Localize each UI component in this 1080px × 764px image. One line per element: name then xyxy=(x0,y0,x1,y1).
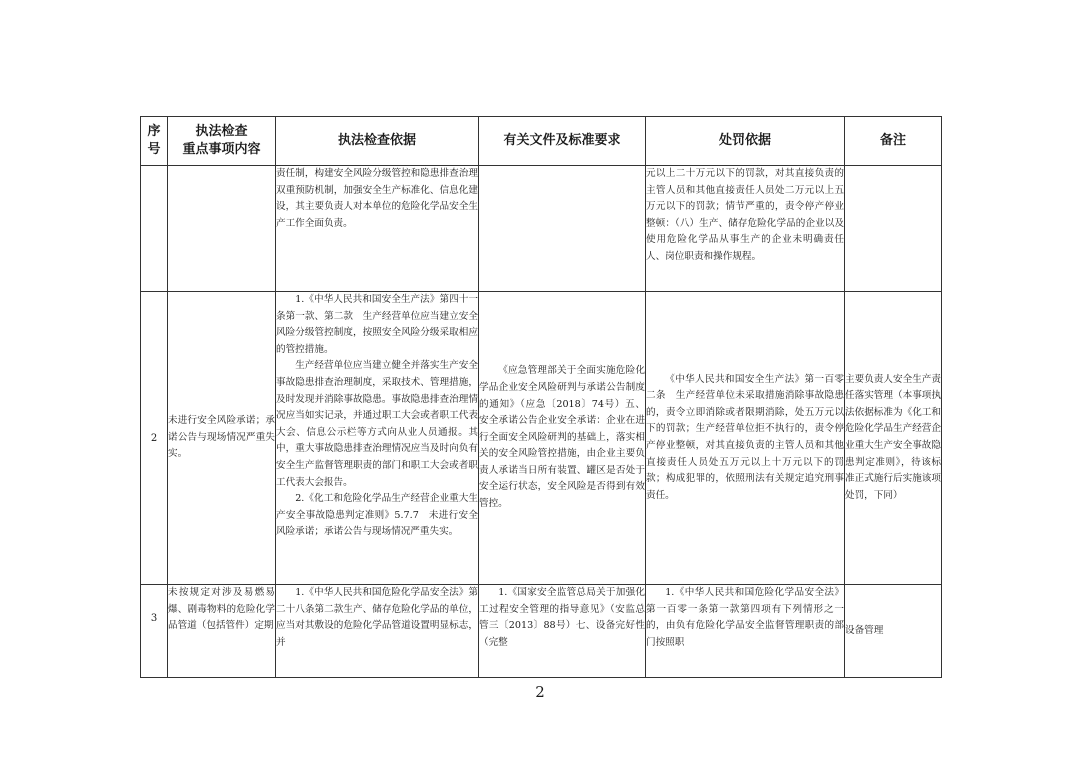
header-seq-line-1: 序 xyxy=(147,124,161,139)
inspection-table xyxy=(140,116,942,678)
row-basis xyxy=(276,585,479,678)
header-basis: 执法检查依据 xyxy=(276,117,479,166)
header-remark: 备注 xyxy=(845,117,942,166)
header-seq-line-2: 号 xyxy=(147,142,161,157)
row-item-text: 未按规定对涉及易燃易爆、剧毒物料的危险化学品管道（包括管件）定期 xyxy=(168,587,275,632)
header-item xyxy=(168,117,276,166)
header-penalty: 处罚依据 xyxy=(646,117,845,166)
row-item xyxy=(168,166,276,292)
row-penalty-paragraph: 元以上二十万元以下的罚款，对其直接负责的主管人员和其他直接责任人员处二万元以上五万元以下的罚款；情节严重的，责令停产停业整顿：（八）生产、储存危险化学品的企业以及使用危险化学品从事生产的企业未明确责任人、岗位职责和操作规程。 xyxy=(646,168,844,262)
header-seq xyxy=(141,117,168,166)
page-number: 2 xyxy=(535,683,545,701)
header-item-line-2: 重点事项内容 xyxy=(182,142,261,157)
row-basis xyxy=(276,292,479,585)
table-row xyxy=(141,292,942,585)
row-basis xyxy=(276,166,479,292)
row-seq: 2 xyxy=(141,292,168,585)
row-basis-paragraph: 责任制，构建安全风险分级管控和隐患排查治理双重预防机制，加强安全生产标准化、信息化建设，其主要负责人对本单位的危险化学品安全生产工作全面负责。 xyxy=(276,168,478,229)
row-documents-paragraph: 1.《国家安全监管总局关于加强化工过程安全管理的指导意见》（安监总管三〔2013〕88号）七、设备完好性（完整 xyxy=(479,587,645,648)
row-penalty xyxy=(646,292,845,585)
row-basis-paragraph: 1.《中华人民共和国安全生产法》第四十一条第一款、第二款 生产经营单位应当建立安全风险分级管控制度，按照安全风险分级采取相应的管控措施。 xyxy=(276,294,478,355)
row-basis-paragraph: 生产经营单位应当建立健全并落实生产安全事故隐患排查治理制度，采取技术、管理措施，及时发现并消除事故隐患。事故隐患排查治理情况应当如实记录，并通过职工大会或者职工代表大会、信息公示栏等方式向从业人员通报。其中，重大事故隐患排查治理情况应当及时向负有安全生产监督管理职责的部门和职工大会或者职工代表大会报告。 xyxy=(276,360,478,488)
table-row xyxy=(141,166,942,292)
header-documents: 有关文件及标准要求 xyxy=(479,117,646,166)
row-documents xyxy=(479,166,646,292)
row-penalty-paragraph: 1.《中华人民共和国危险化学品安全法》第一百零一条第一款第四项有下列情形之一的，由负有危险化学品安全监督管理职责的部门按照职 xyxy=(646,587,844,648)
row-penalty xyxy=(646,585,845,678)
row-seq xyxy=(141,166,168,292)
header-item-line-1: 执法检查 xyxy=(195,124,248,139)
row-penalty xyxy=(646,166,845,292)
table-header-row xyxy=(141,117,942,166)
row-item xyxy=(168,585,276,678)
table-row xyxy=(141,585,942,678)
row-remark: 设备管理 xyxy=(845,585,942,678)
row-basis-paragraph: 2.《化工和危险化学品生产经营企业重大生产安全事故隐患判定准则》5.7.7 未进行安全风险承诺；承诺公告与现场情况严重失实。 xyxy=(276,493,478,538)
row-remark: 主要负责人安全生产责任落实管理（本事项执法依据标准为《化工和危险化学品生产经营企业重大生产安全事故隐患判定准则》，待该标准正式施行后实施该项处罚，下同） xyxy=(845,292,942,585)
row-seq: 3 xyxy=(141,585,168,678)
row-documents xyxy=(479,292,646,585)
row-documents-paragraph: 《应急管理部关于全面实施危险化学品企业安全风险研判与承诺公告制度的通知》（应急〔2018〕74号）五、安全承诺公告企业安全承诺：企业在进行全面安全风险研判的基础上，落实相关的安全风险管控措施，由企业主要负责人承诺当日所有装置、罐区是否处于安全运行状态，安全风险是否得到有效管控。 xyxy=(479,365,645,510)
row-documents xyxy=(479,585,646,678)
row-penalty-paragraph: 《中华人民共和国安全生产法》第一百零二条 生产经营单位未采取措施消除事故隐患的，责令立即消除或者限期消除，处五万元以下的罚款；生产经营单位拒不执行的，责令停产停业整顿，对其直接负责的主管人员和其他直接责任人员处五万元以上十万元以下的罚款；构成犯罪的，依照刑法有关规定追究刑事责任。 xyxy=(646,373,844,501)
row-remark xyxy=(845,166,942,292)
row-item: 未进行安全风险承诺；承诺公告与现场情况严重失实。 xyxy=(168,292,276,585)
row-basis-paragraph: 1.《中华人民共和国危险化学品安全法》第二十八条第二款生产、储存危险化学品的单位，应当对其敷设的危险化学品管道设置明显标志，并 xyxy=(276,587,478,648)
